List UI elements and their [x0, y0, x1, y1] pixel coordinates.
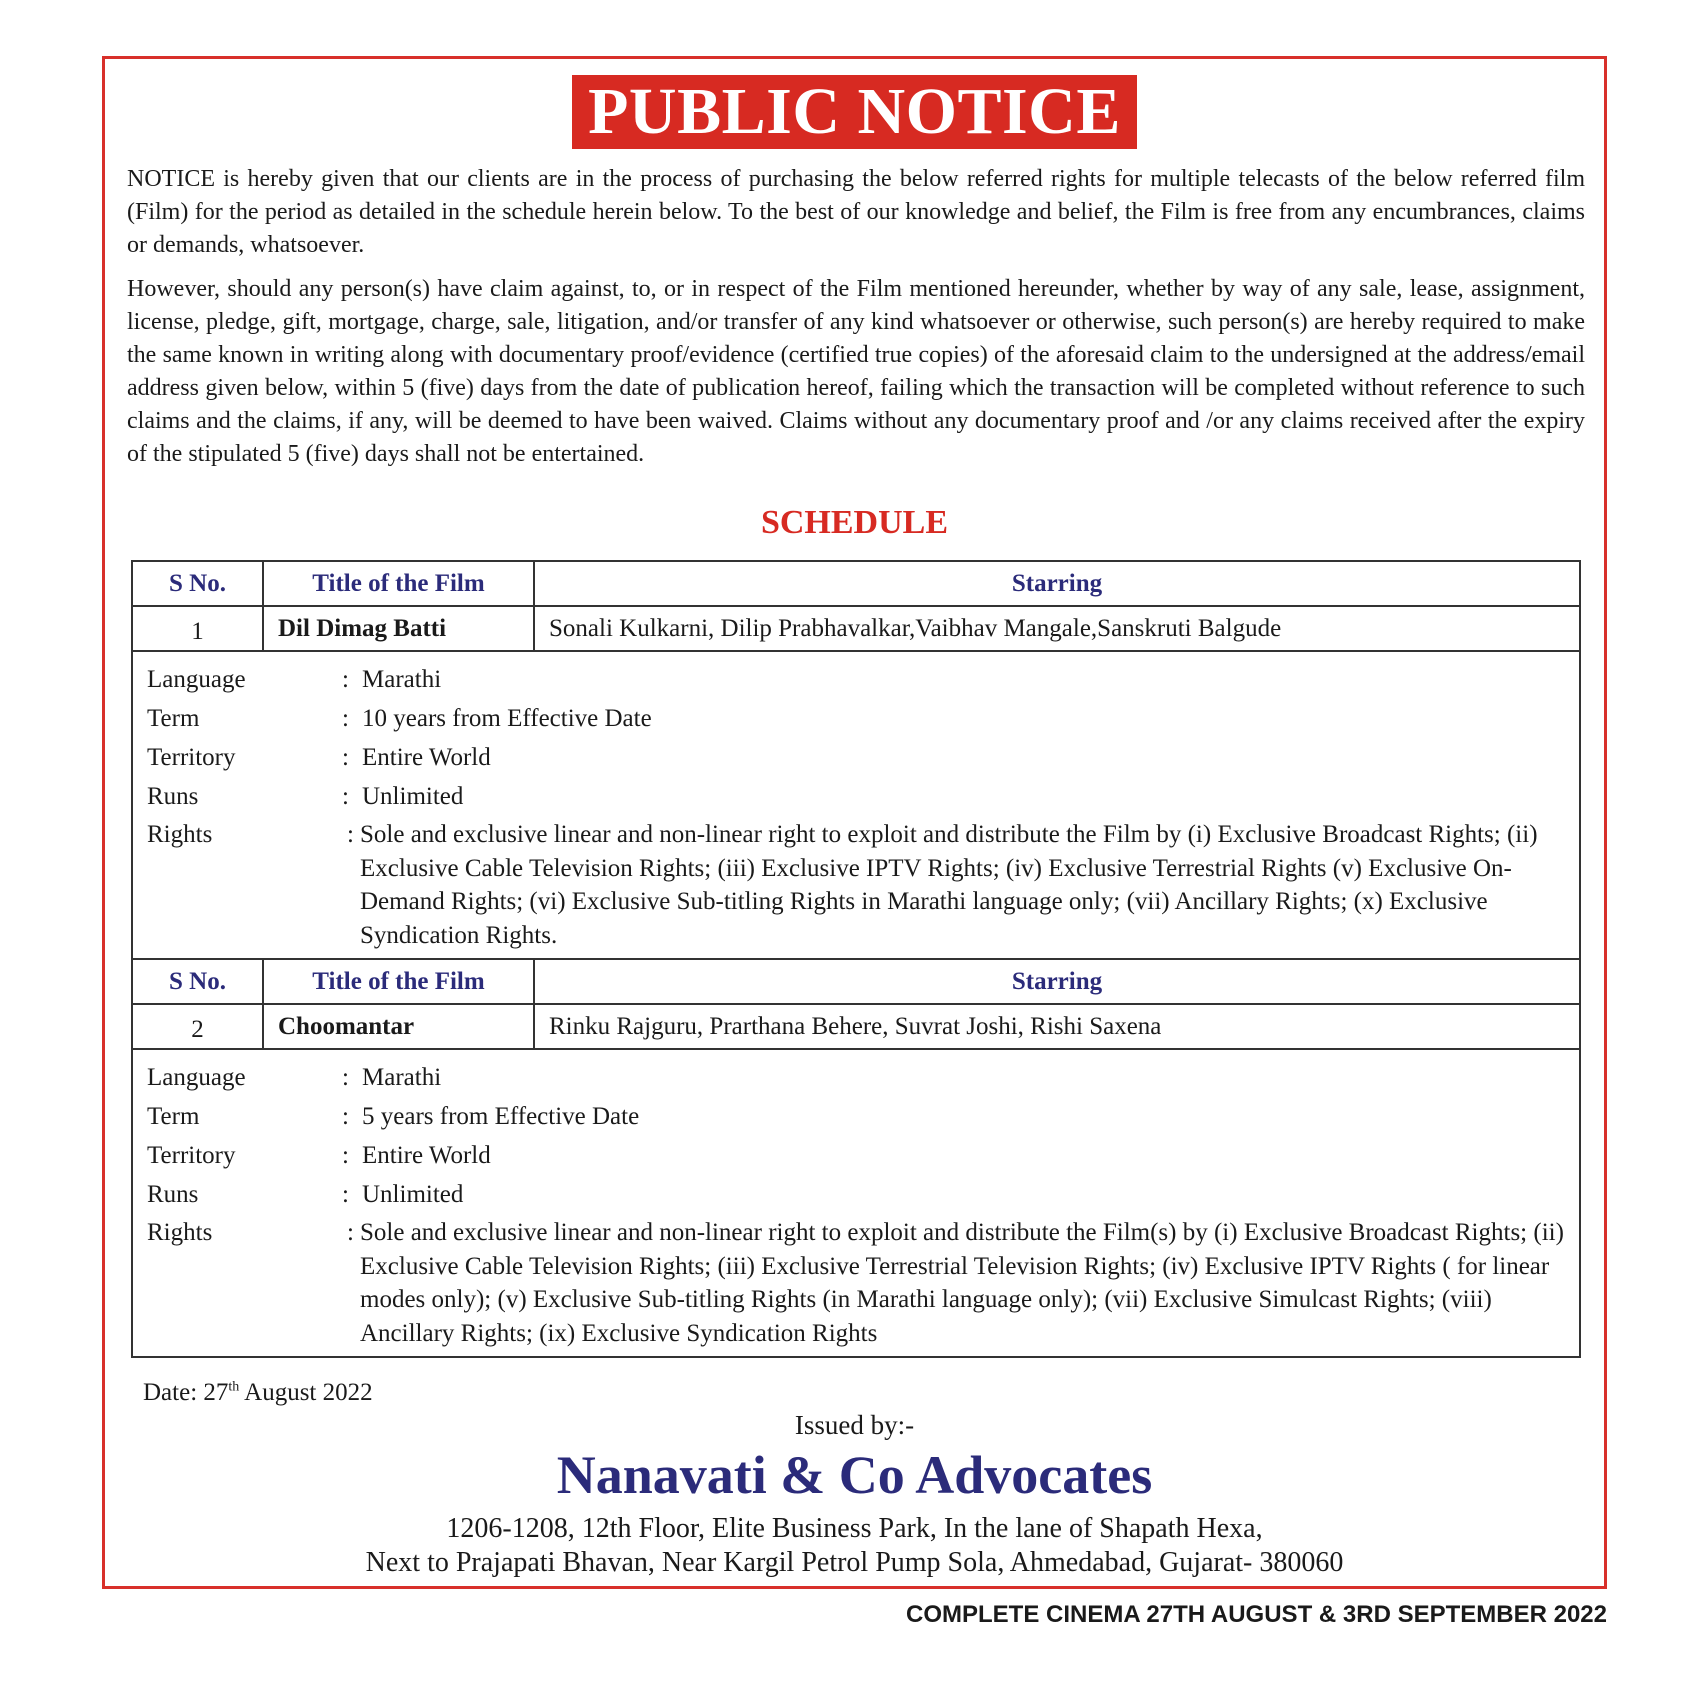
detail-colon: : [342, 705, 349, 732]
detail-label: Runs [147, 783, 199, 810]
detail-label: Runs [147, 1181, 199, 1208]
header-starring: Starring [1011, 569, 1103, 597]
title-wrapper [105, 75, 1604, 149]
detail-colon: : [347, 821, 354, 848]
detail-label: Term [147, 1103, 200, 1130]
firm-name: Nanavati & Co Advocates [556, 1445, 1153, 1505]
schedule-table [131, 560, 1581, 1358]
detail-colon: : [342, 783, 349, 810]
detail-label: Rights [147, 821, 213, 848]
table-header-row [133, 960, 1579, 1005]
detail-label: Term [147, 705, 200, 732]
film-starring: Rinku Rajguru, Prarthana Behere, Suvrat Joshi, Rishi Saxena [549, 1012, 1162, 1040]
notice-paragraph-1: NOTICE is hereby given that our clients are in the process of purchasing the below referred rights for multiple telecasts of the below referred film (Film) for the period as detailed in the schedule herein below. To the best of our knowledge and belief, the Film is free from any encumbrances, claims or demands, whatsoever. [127, 166, 1585, 258]
detail-row-territory [147, 738, 1565, 777]
date-ordinal: th [228, 1379, 240, 1395]
detail-row-territory [147, 1136, 1565, 1175]
film-title: Dil Dimag Batti [264, 607, 535, 650]
film-details [133, 652, 1579, 960]
film-title: Choomantar [264, 1005, 535, 1048]
film-sno: 1 [133, 607, 264, 650]
detail-row-runs [147, 1175, 1565, 1214]
detail-colon: : [342, 1064, 349, 1091]
issued-by: Issued by:- [794, 1410, 915, 1440]
detail-colon: : [342, 666, 349, 693]
detail-row-runs [147, 777, 1565, 816]
detail-colon: : [342, 1181, 349, 1208]
detail-row-language [147, 1058, 1565, 1097]
detail-colon: : [342, 1103, 349, 1130]
detail-label: Language [147, 1064, 246, 1091]
detail-value: Marathi [362, 666, 442, 693]
address-line-1: 1206-1208, 12th Floor, Elite Business Park, In the lane of Shapath Hexa, [446, 1513, 1263, 1544]
notice-date [143, 1379, 373, 1407]
header-sno: S No. [133, 960, 264, 1003]
notice-frame [102, 56, 1607, 1589]
detail-row-term [147, 699, 1565, 738]
detail-value: Entire World [362, 1142, 491, 1169]
detail-value: 10 years from Effective Date [362, 705, 652, 732]
address-line-2: Next to Prajapati Bhavan, Near Kargil Petrol Pump Sola, Ahmedabad, Gujarat- 380060 [365, 1547, 1344, 1578]
detail-value: Unlimited [362, 783, 464, 810]
notice-paragraph-2: However, should any person(s) have claim against, to, or in respect of the Film mentioned hereunder, whether by way of any sale, lease, assignment, license, pledge, gift, mortgage, charge, sale, litigation, and/or transfer of any kind whatsoever or otherwise, such person(s) are hereby required to make the same known in writing along with documentary proof/evidence (certified true copies) of the aforesaid claim to the undersigned at the address/email address given below, within 5 (five) days from the date of publication hereof, failing which the transaction will be completed without reference to such claims and the claims, if any, will be deemed to have been waived. Claims without any documentary proof and /or any claims received after the expiry of the stipulated 5 (five) days shall not be entertained. [127, 276, 1585, 467]
schedule-heading: SCHEDULE [760, 504, 949, 541]
header-starring: Starring [1011, 967, 1103, 995]
detail-label: Language [147, 666, 246, 693]
table-header-row [133, 562, 1579, 607]
detail-value: Sole and exclusive linear and non-linear right to exploit and distribute the Film by (i) Exclusive Broadcast Rights; (ii) Exclusive Cable Television Rights; (iii) Exclusive IPTV Rights; (iv) Exclusive Terrestrial Rights (v) Exclusive On-Demand Rights; (vi) Exclusive Sub-titling Rights in Marathi language only; (vii) Ancillary Rights; (x) Exclusive Syndication Rights. [360, 821, 1538, 949]
detail-row-language [147, 660, 1565, 699]
header-title: Title of the Film [264, 960, 535, 1003]
detail-colon: : [342, 1142, 349, 1169]
detail-label: Territory [147, 1142, 236, 1169]
notice-title: PUBLIC NOTICE [572, 75, 1137, 149]
header-sno: S No. [133, 562, 264, 605]
detail-value: Entire World [362, 744, 491, 771]
detail-value: Sole and exclusive linear and non-linear right to exploit and distribute the Film(s) by (i) Exclusive Broadcast Rights; (ii) Exclusive Cable Television Rights; (iii) Exclusive Terrestrial Television Rights; (iv) Exclusive IPTV Rights ( for linear modes only); (v) Exclusive Sub-titling Rights (in Marathi language only); (vii) Exclusive Simulcast Rights; (viii) Ancillary Rights; (ix) Exclusive Syndication Rights [360, 1219, 1564, 1347]
table-row [133, 607, 1579, 652]
detail-colon: : [347, 1219, 354, 1246]
detail-colon: : [342, 744, 349, 771]
detail-value: 5 years from Effective Date [362, 1103, 640, 1130]
detail-value: Marathi [362, 1064, 442, 1091]
detail-value: Unlimited [362, 1181, 464, 1208]
detail-row-rights [147, 1216, 1565, 1350]
film-details [133, 1050, 1579, 1356]
detail-label: Territory [147, 744, 236, 771]
header-title: Title of the Film [264, 562, 535, 605]
date-suffix: August 2022 [239, 1379, 373, 1406]
detail-row-term [147, 1097, 1565, 1136]
detail-row-rights [147, 818, 1565, 952]
film-starring: Sonali Kulkarni, Dilip Prabhavalkar,Vaibhav Mangale,Sanskruti Balgude [549, 614, 1282, 642]
detail-label: Rights [147, 1219, 213, 1246]
publication-footer: COMPLETE CINEMA 27TH AUGUST & 3RD SEPTEMBER 2022 [905, 1601, 1607, 1628]
film-sno: 2 [133, 1005, 264, 1048]
table-row [133, 1005, 1579, 1050]
date-prefix: Date: 27 [143, 1379, 229, 1406]
